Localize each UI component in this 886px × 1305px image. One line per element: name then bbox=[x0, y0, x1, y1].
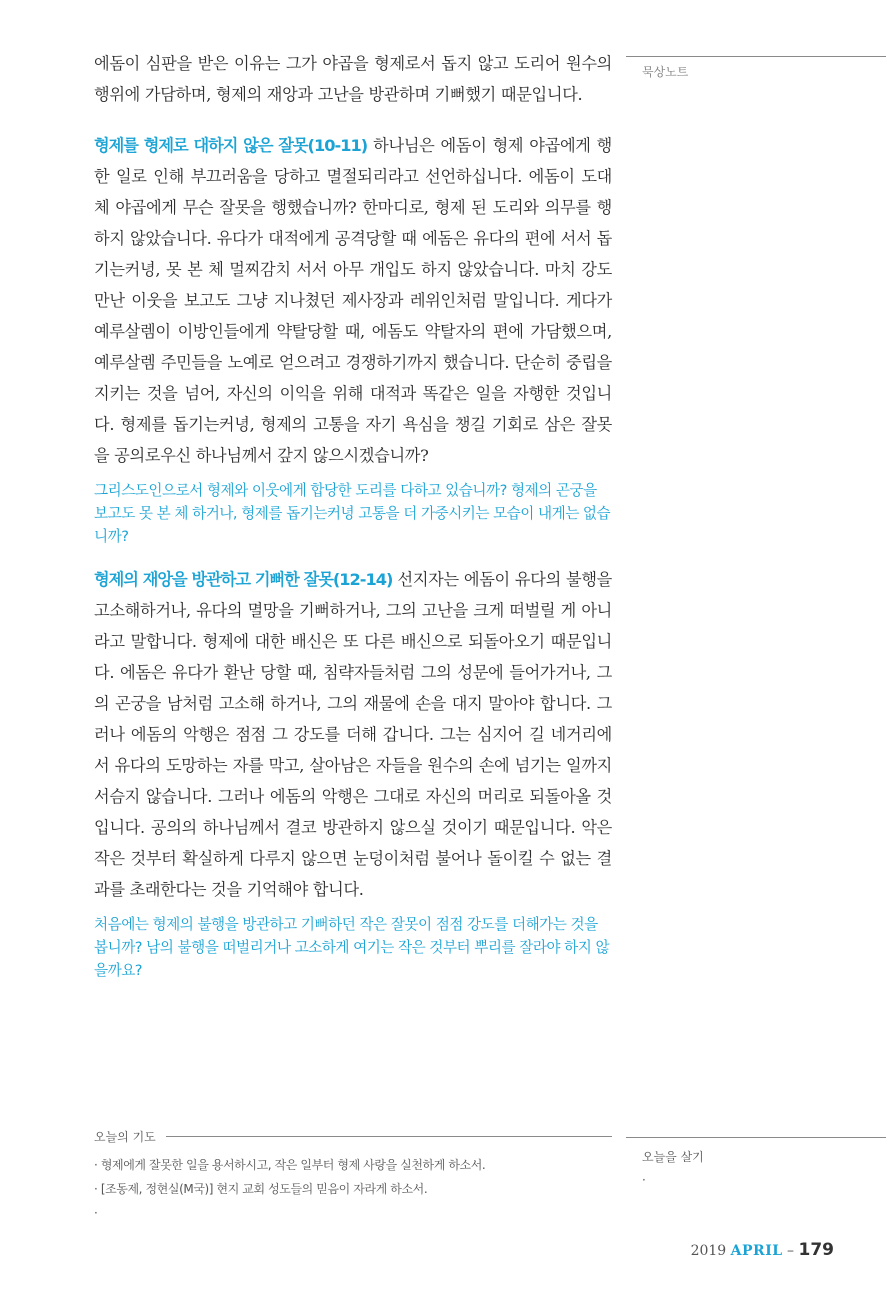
main-text-column bbox=[94, 48, 612, 982]
footer-year: 2019 bbox=[690, 1243, 727, 1259]
page-number: 179 bbox=[798, 1240, 834, 1260]
sidebar-top-rule bbox=[626, 56, 886, 57]
intro-paragraph: 에돔이 심판을 받은 이유는 그가 야곱을 형제로서 돕지 않고 도리어 원수의 행위에 가담하며, 형제의 재앙과 고난을 방관하며 기뻐했기 때문입니다. bbox=[94, 54, 612, 104]
prayer-item: · bbox=[94, 1206, 98, 1220]
live-today-title: 오늘을 살기 bbox=[642, 1150, 704, 1164]
section-1-question: 그리스도인으로서 형제와 이웃에게 합당한 도리를 다하고 있습니까? 형제의 곤궁을 보고도 못 본 체 하거나, 형제를 돕기는커녕 고통을 더 가중시키는 모습이 내게는 없습니까? bbox=[94, 482, 611, 545]
prayer-list bbox=[94, 1153, 612, 1225]
live-today-box bbox=[626, 1137, 886, 1187]
prayer-item: · 형제에게 잘못한 일을 용서하시고, 작은 일부터 형제 사랑을 실천하게 하소서. bbox=[94, 1158, 486, 1172]
section-2-question: 처음에는 형제의 불행을 방관하고 기뻐하던 작은 잘못이 점점 강도를 더해가는 것을 봅니까? 남의 불행을 떠벌리거나 고소하게 여기는 작은 것부터 뿌리를 잘라야 하지 않을까요? bbox=[94, 916, 610, 979]
todays-prayer bbox=[94, 1128, 612, 1225]
page-footer bbox=[691, 1240, 834, 1260]
section-2-heading: 형제의 재앙을 방관하고 기뻐한 잘못(12-14) bbox=[94, 570, 393, 589]
prayer-item: · [조동제, 정현실(M국)] 현지 교회 성도들의 믿음이 자라게 하소서. bbox=[94, 1182, 428, 1196]
live-today-bullet: · bbox=[642, 1173, 646, 1187]
section-1-heading: 형제를 형제로 대하지 않은 잘못(10-11) bbox=[94, 136, 368, 155]
footer-month: APRIL bbox=[730, 1243, 783, 1259]
prayer-title: 오늘의 기도 bbox=[94, 1130, 156, 1144]
prayer-rule bbox=[166, 1136, 612, 1137]
section-2-paragraph bbox=[94, 564, 612, 905]
meditation-notes-label: 묵상노트 bbox=[642, 65, 689, 79]
section-1-body: 하나님은 에돔이 형제 야곱에게 행한 일로 인해 부끄러움을 당하고 멸절되리라고 선언하십니다. 에돔이 도대체 야곱에게 무슨 잘못을 행했습니까? 한마디로, 형제 된 도리와 의무를 행하지 않았습니다. 유다가 대적에게 공격당할 때 에돔은 유다의 편에 서서 돕기는커녕, 못 본 체 멀찌감치 서서 아무 개입도 하지 않았습니다. 마치 강도만난 이웃을 보고도 그냥 지나쳤던 제사장과 레위인처럼 말입니다. 게다가 예루살렘이 이방인들에게 약탈당할 때, 에돔도 약탈자의 편에 가담했으며, 예루살렘 주민들을 노예로 얻으려고 경쟁하기까지 했습니다. 단순히 중립을 지키는 것을 넘어, 자신의 이익을 위해 대적과 똑같은 일을 자행한 것입니다. 형제를 돕기는커녕, 형제의 고통을 자기 욕심을 챙길 기회로 삼은 잘못을 공의로우신 하나님께서 갚지 않으시겠습니까? bbox=[94, 136, 612, 465]
footer-dash: – bbox=[787, 1243, 795, 1259]
section-1-paragraph bbox=[94, 130, 612, 471]
section-2-body: 선지자는 에돔이 유다의 불행을 고소해하거나, 유다의 멸망을 기뻐하거나, 그의 고난을 크게 떠벌릴 게 아니라고 말합니다. 형제에 대한 배신은 또 다른 배신으로 되돌아오기 때문입니다. 에돔은 유다가 환난 당할 때, 침략자들처럼 그의 성문에 들어가거나, 그의 곤궁을 남처럼 고소해 하거나, 그의 재물에 손을 대지 말아야 합니다. 그러나 에돔의 악행은 점점 그 강도를 더해 갑니다. 그는 심지어 길 네거리에서 유다의 도망하는 자를 막고, 살아남은 자들을 원수의 손에 넘기는 일까지 서슴지 않습니다. 그러나 에돔의 악행은 그대로 자신의 머리로 되돌아올 것입니다. 공의의 하나님께서 결코 방관하지 않으실 것이기 때문입니다. 악은 작은 것부터 확실하게 다루지 않으면 눈덩이처럼 불어나 돌이킬 수 없는 결과를 초래한다는 것을 기억해야 합니다. bbox=[94, 570, 612, 899]
live-today-rule bbox=[626, 1137, 886, 1138]
